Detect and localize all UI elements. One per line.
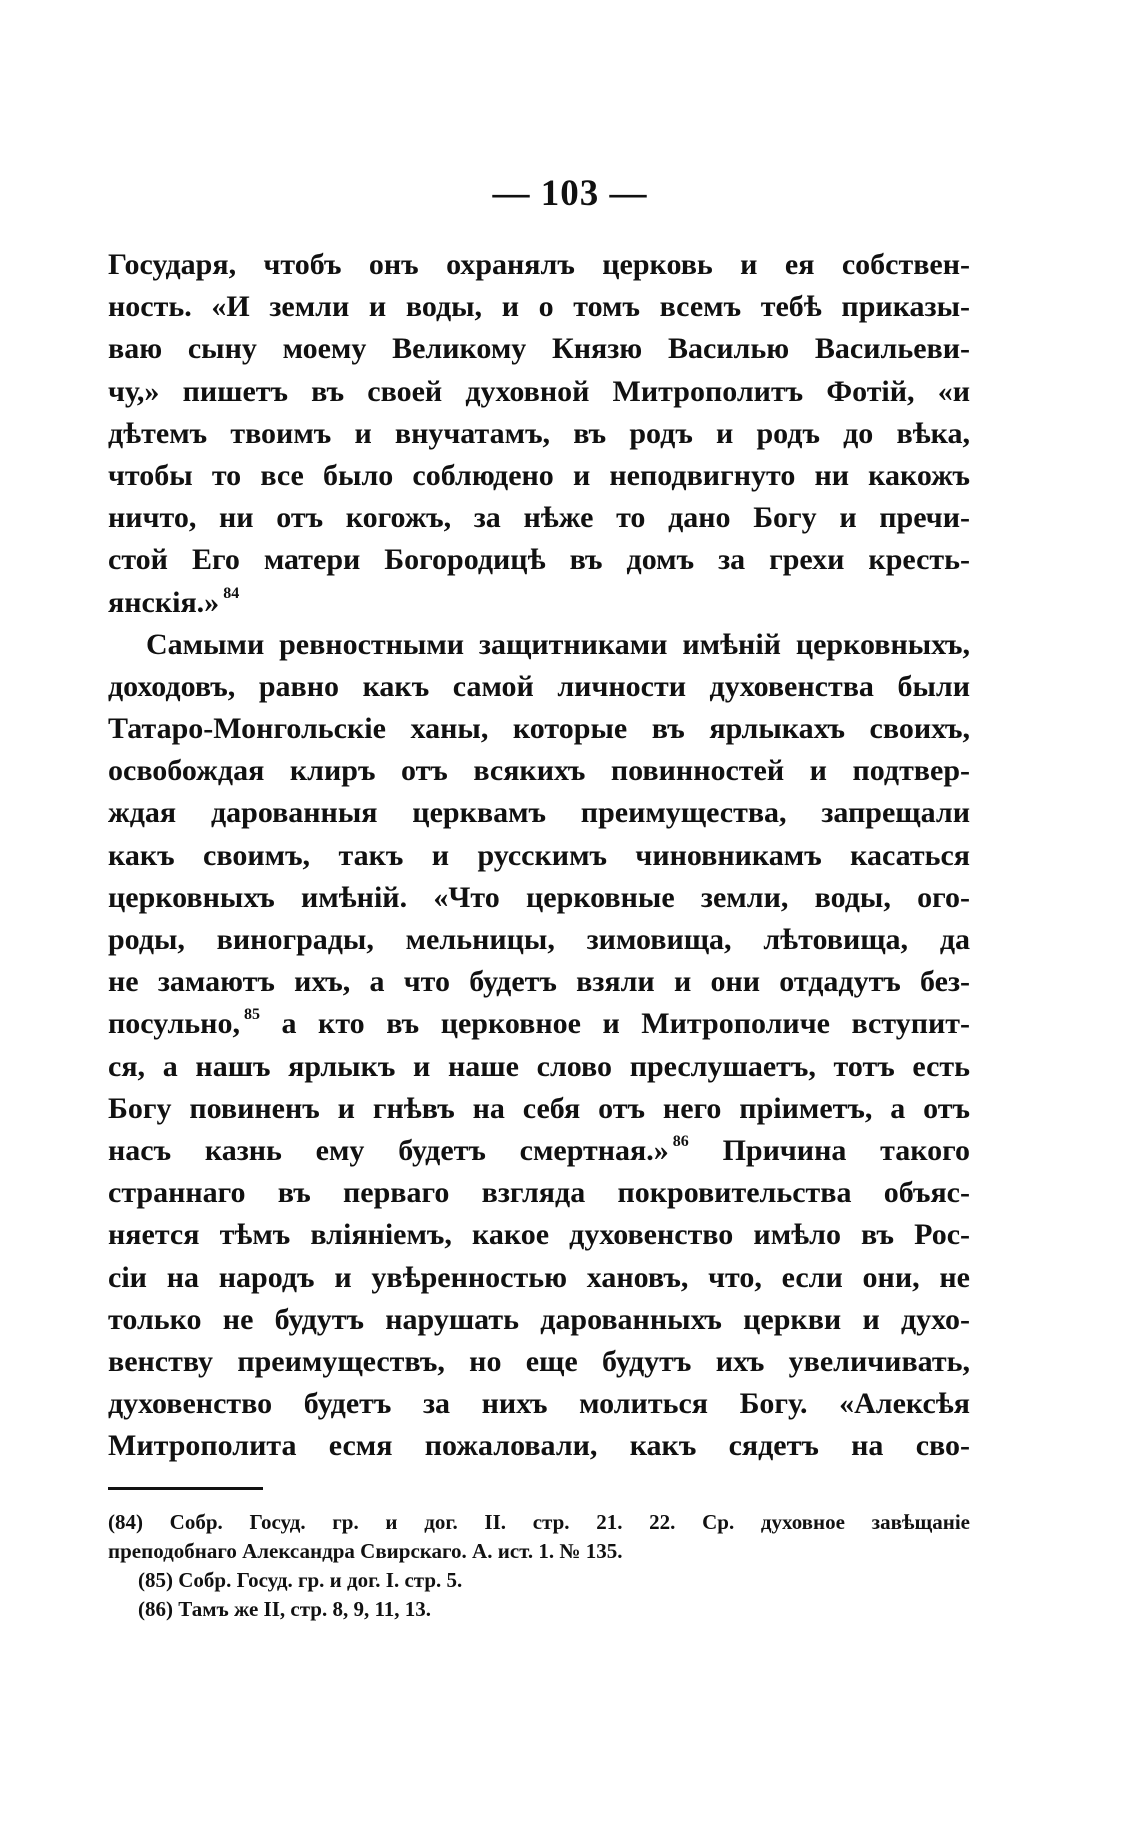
main-text: [108, 244, 970, 1467]
text-line: чу,» пишетъ въ своей духовной Митрополитъ Фотій, «и: [108, 374, 970, 408]
text-line: Татаро-Монгольскіе ханы, которые въ ярлыкахъ своихъ,: [108, 712, 970, 746]
footnote-86: (86) Тамъ же II, стр. 8, 9, 11, 13.: [138, 1597, 432, 1621]
text-line: Митрополита есмя пожаловали, какъ сядетъ на сво-: [108, 1429, 970, 1463]
text-line: чтобы то все было соблюдено и неподвигнуто ни какожъ: [108, 458, 970, 492]
footnote-ref-85: 85: [243, 1006, 260, 1024]
text-line: роды, винограды, мельницы, зимовища, лѣтовища, да: [108, 923, 970, 956]
footnote-84: (84) Собр. Госуд. гр. и дог. II. стр. 21. 22. Ср. духовное завѣщаніе: [108, 1510, 970, 1534]
text-line: освобождая клиръ отъ всякихъ повинностей и подтвер-: [108, 754, 970, 788]
footnote-ref-86: 86: [672, 1132, 689, 1150]
text-line: [108, 1003, 970, 1045]
text-line: сіи на народъ и увѣренностью хановъ, что, если они, не: [108, 1260, 970, 1294]
text-line: ность. «И земли и воды, и о томъ всемъ тебѣ приказы-: [108, 290, 970, 324]
text-line: не замаютъ ихъ, а что будетъ взяли и они отдадутъ без-: [108, 965, 970, 999]
text-line: [108, 582, 970, 624]
text-fragment: а кто въ церковное и Митрополиче вступит-: [281, 1007, 971, 1041]
text-line: страннаго въ перваго взгляда покровительства объяс-: [108, 1176, 970, 1210]
text-line: венству преимуществъ, но еще будутъ ихъ увеличивать,: [108, 1344, 970, 1378]
text-line: Государя, чтобъ онъ охранялъ церковь и ея собствен-: [108, 248, 970, 281]
footnotes: [108, 1508, 970, 1624]
text-line: какъ своимъ, такъ и русскимъ чиновникамъ касаться: [108, 838, 970, 872]
text-line: няется тѣмъ вліяніемъ, какое духовенство имѣло въ Рос-: [108, 1218, 970, 1252]
text-line: ждая дарованныя церквамъ преимущества, запрещали: [108, 796, 970, 830]
text-line: дѣтемъ твоимъ и внучатамъ, въ родъ и родъ до вѣка,: [108, 416, 970, 450]
text-line: [108, 1130, 970, 1172]
text-fragment: посульно,: [108, 1007, 240, 1041]
text-fragment: янскія.»: [108, 585, 220, 619]
text-line: доходовъ, равно какъ самой личности духовенства были: [108, 669, 970, 703]
text-line: ся, а нашъ ярлыкъ и наше слово преслушаетъ, тотъ есть: [108, 1049, 970, 1083]
footnote-84-continued: преподобнаго Александра Свирскаго. А. ист. 1. № 135.: [108, 1539, 623, 1563]
text-line: ваю сыну моему Великому Князю Василью Васильеви-: [108, 332, 970, 366]
footnote-ref-84: 84: [223, 584, 240, 602]
text-fragment: Причина такого: [722, 1133, 971, 1167]
text-line: ничто, ни отъ когожъ, за нѣже то дано Богу и пречи-: [108, 501, 970, 535]
page-number: — 103 —: [492, 173, 648, 214]
paragraph-first-line: Самыми ревностными защитниками имѣній церковныхъ,: [146, 627, 970, 661]
text-line: духовенство будетъ за нихъ молиться Богу. «Алексѣя: [108, 1387, 970, 1421]
text-line: Богу повиненъ и гнѣвъ на себя отъ него пріиметъ, а отъ: [108, 1091, 970, 1125]
text-line: церковныхъ имѣній. «Что церковные земли, воды, ого-: [108, 880, 970, 914]
text-line: только не будутъ нарушать дарованныхъ церкви и духо-: [108, 1302, 970, 1336]
text-line: стой Его матери Богородицѣ въ домъ за грехи кресть-: [108, 543, 970, 577]
footnote-divider: [108, 1487, 263, 1490]
footnote-85: (85) Собр. Госуд. гр. и дог. I. стр. 5.: [138, 1568, 463, 1592]
text-fragment: насъ казнь ему будетъ смертная.»: [108, 1133, 669, 1167]
